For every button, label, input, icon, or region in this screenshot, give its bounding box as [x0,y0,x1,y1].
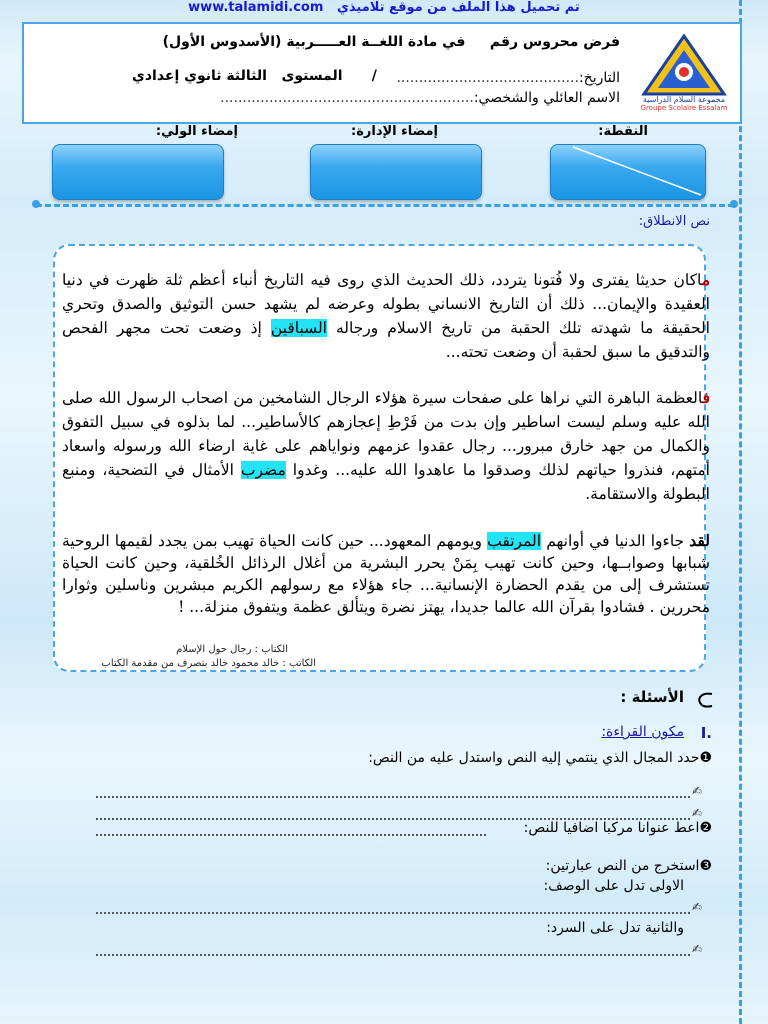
paragraph-2-end: الأمثال في التضحية، ومنبع البطولة والاستقامة. [62,461,710,503]
divider-dot-right [730,200,738,208]
logo-text-top: مجموعة السلام الدراسية [642,95,726,104]
paragraph-2 [62,386,710,506]
grade-box[interactable] [550,144,706,200]
question-1-number: ❶ [699,750,712,766]
question-2 [524,820,712,836]
section-number: I. [700,724,712,742]
admin-signature-label: إمضاء الإدارة: [351,124,438,139]
answer-line-3[interactable] [96,834,486,836]
divider-dot-left [32,200,40,208]
right-dashed-border [739,0,742,1024]
date-label: التاريخ: [578,70,620,86]
paragraph-1 [62,268,710,364]
citation-book: الكتاب : رجال حول الإسلام [176,644,288,655]
answer-line-4[interactable] [96,912,690,914]
questions-title: الأسئلة : [620,688,684,706]
name-label: الاسم العائلي والشخصي: [473,90,620,106]
pen-icon: ✍ [692,806,703,820]
parent-signature-label: إمضاء الولي: [155,124,238,139]
level-value: الثالثة ثانوي إعدادي [132,68,267,84]
level-slash: / [371,68,377,84]
exam-title-subject-pre: في مادة [407,34,466,50]
highlight-word-3: المرتقب [487,532,542,550]
answer-line-5[interactable] [96,954,690,956]
pen-icon: ✍ [692,942,703,956]
question-3 [546,858,712,874]
date-row: التاريخ:......................................... [396,70,620,86]
exam-title-prefix: فرض محروس رقم [489,34,620,50]
paragraph-1-text: اكان حديثا يفترى ولا فُتونا يتردد، ذلك الحديث الذي روى فيه التاريخ أنباء أعظم ثلة ظهرت في دنيا العقيدة والإيمان... ذلك أن التاريخ الانساني بطوله وعرضه لم يشهد حسن التوثيق والصدق وتحري الحقيقة ما شهدته تلك الحقبة من تاريخ الاسلام ورجاله [62,271,710,337]
question-3a: الاولى تدل على الوصف: [543,878,684,894]
pen-icon: ✍ [692,784,703,798]
exam-header [22,22,742,124]
reading-section-title: مكون القراءة: [601,724,684,740]
question-3b: والثانية تدل على السرد: [546,920,684,936]
level-label: المستوى [281,68,343,84]
parent-signature-box[interactable] [52,144,224,200]
grade-slash [551,145,705,199]
pen-icon: ✍ [692,900,703,914]
exam-title-subject: اللغــة العـــــربية [286,34,403,50]
paragraph-1-end: إذ وضعت تحت مجهر الفحص والتدقيق ما سبق لحقبة أن وضعت تحته... [62,319,710,361]
paragraph-3 [62,530,710,618]
exam-title-term: (الأسدوس الأول) [162,34,282,50]
paragraph-2-text: العظمة الباهرة التي نراها على صفحات سيرة هؤلاء الرجال الشامخين من اصحاب الرسول الله صلى الله عليه وسلم ليست اساطير وإن بدت من فَرْطِ إعجازهم كالأساطير... لما بذلوه في سبيل التفوق والكمال من جهد خارق مبرور... رجال عقدوا عزمهم ونواياهم على غاية ارضاء الله ورسوله واسعاد أمتهم، فنذروا حياتهم لذلك وصدقوا ما عاهدوا الله عليه... وغدوا [62,389,710,479]
name-row: الاسم العائلي والشخصي:......................................................... [220,90,620,106]
question-3-number: ❸ [699,858,712,874]
paragraph-3-text: ويومهم المعهود... حين كانت الحياة تهيب بمن يجدد لقيمها الروحية شبابها وصوابــها، وحين كانت تهيب بِمَنْ يحرر البشرية من أغلال الرذائل الخُلقية، وحين كانت الحياة تستشرف إلى من يقدم الحضارة الإنسانية... جاء هؤلاء مع رسولهم الكريم مبشرين وناسلين وثوارا محررين . فشادوا بقرآن الله عالما جديدا، يهتز نضرة ويتألق عظمة ويتفوق منزلة... ! [62,532,710,616]
question-2-text: اعط عنوانا مركبا اضافيا للنص: [523,820,700,836]
section-divider [36,204,734,207]
paragraph-2-lead: ف [702,388,710,407]
site-url[interactable]: www.talamidi.com [188,0,324,15]
exam-title [163,34,620,50]
paragraph-3-lead: لقد [689,531,710,550]
paragraph-3-pre: جاءوا الدنيا في أوانهم [541,532,690,550]
curved-arrow-icon [694,690,716,710]
highlight-word-2: مضرب [240,461,286,479]
question-3-text: استخرج من النص عبارتين: [545,858,700,874]
question-2-number: ❷ [699,820,712,836]
grade-label: النقطة: [598,124,648,139]
top-banner [0,0,768,15]
logo-text-bottom: Groupe Scolaire Essalam [640,104,728,112]
admin-signature-box[interactable] [310,144,482,200]
text-section-title: نص الانطلاق: [638,214,710,229]
question-1 [368,750,712,766]
school-logo [634,32,734,112]
highlight-word-1: السباقين [270,319,327,337]
citation-author: الكاتب : خالد محمود خالد بتصرف من مقدمة الكتاب [101,658,316,669]
answer-line-1[interactable] [96,796,690,798]
level-row [132,68,377,84]
question-1-text: حدد المجال الذي ينتمي إليه النص واستدل عليه من النص: [368,750,700,766]
banner-text: تم تحميل هذا الملف من موقع تلاميذي [337,0,580,15]
paragraph-1-lead: م [701,270,710,289]
